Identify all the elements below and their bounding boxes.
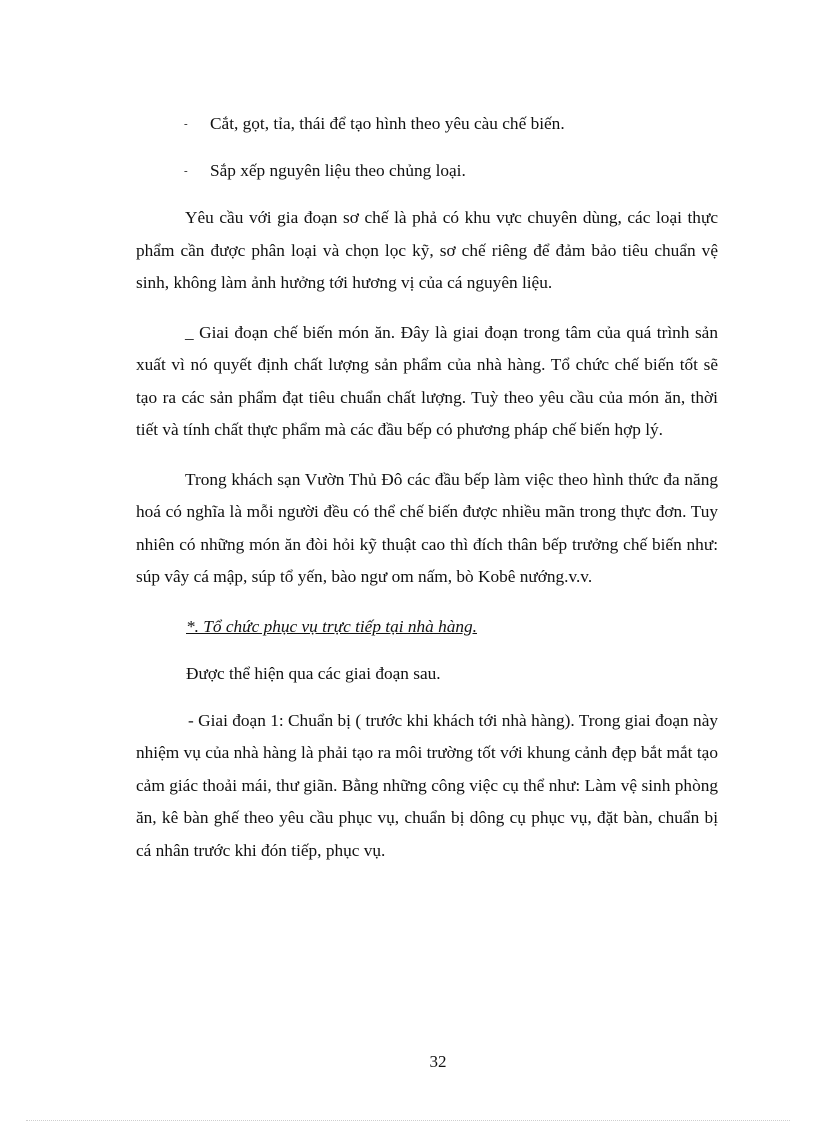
bullet-text: Sắp xếp nguyên liệu theo chủng loại. bbox=[210, 161, 466, 180]
page-content bbox=[136, 108, 718, 884]
bullet-marker: - bbox=[184, 118, 188, 130]
page-bottom-divider bbox=[26, 1120, 790, 1121]
bullet-item bbox=[136, 108, 718, 140]
paragraph-stage-one: - Giai đoạn 1: Chuẩn bị ( trước khi khách tới nhà hàng). Trong giai đoạn này nhiệm vụ của nhà hàng là phải tạo ra môi trường tốt với khung cảnh đẹp bắt mắt tạo cảm giác thoải mái, thư giãn. Bằng những công việc cụ thể như: Làm vệ sinh phòng ăn, kê bàn ghế theo yêu cầu phục vụ, chuẩn bị dông cụ phục vụ, đặt bàn, chuẩn bị cá nhân trước khi đón tiếp, phục vụ. bbox=[136, 710, 718, 860]
paragraph-chefs: Trong khách sạn Vườn Thủ Đô các đầu bếp làm việc theo hình thức đa năng hoá có nghĩa là mỗi người đều có thể chế biến được nhiều mãn trong thực đơn. Tuy nhiên có những món ăn đòi hỏi kỹ thuật cao thì đích thân bếp trưởng chế biến như: súp vây cá mập, súp tổ yến, bào ngư om nấm, bò Kobê nướng.v.v. bbox=[136, 469, 718, 586]
section-intro: Được thể hiện qua các giai đoạn sau. bbox=[186, 663, 441, 683]
paragraph-preprocessing-requirements: Yêu cầu với gia đoạn sơ chế là phả có khu vực chuyên dùng, các loại thực phẩm cần được phân loại và chọn lọc kỹ, sơ chế riêng để đảm bảo tiêu chuẩn vệ sinh, không làm ảnh hưởng tới hương vị của cá nguyên liệu. bbox=[136, 208, 718, 292]
bullet-marker: - bbox=[184, 165, 188, 177]
paragraph-cooking-stage: _ Giai đoạn chế biến món ăn. Đây là giai đoạn trong tâm của quá trình sản xuất vì nó quyết định chất lượng sản phẩm của nhà hàng. Tổ chức chế biến tốt sẽ tạo ra các sản phẩm đạt tiêu chuẩn chất lượng. Tuỳ theo yêu cầu của món ăn, thời tiết và tính chất thực phẩm mà các đầu bếp có phương pháp chế biến hợp lý. bbox=[136, 322, 718, 439]
page-number: 32 bbox=[429, 1052, 447, 1071]
bullet-text: Cắt, gọt, tỉa, thái để tạo hình theo yêu càu chế biến. bbox=[210, 114, 565, 133]
bullet-item bbox=[136, 155, 718, 187]
section-heading: *. Tổ chức phục vụ trực tiếp tại nhà hàng. bbox=[186, 616, 477, 636]
